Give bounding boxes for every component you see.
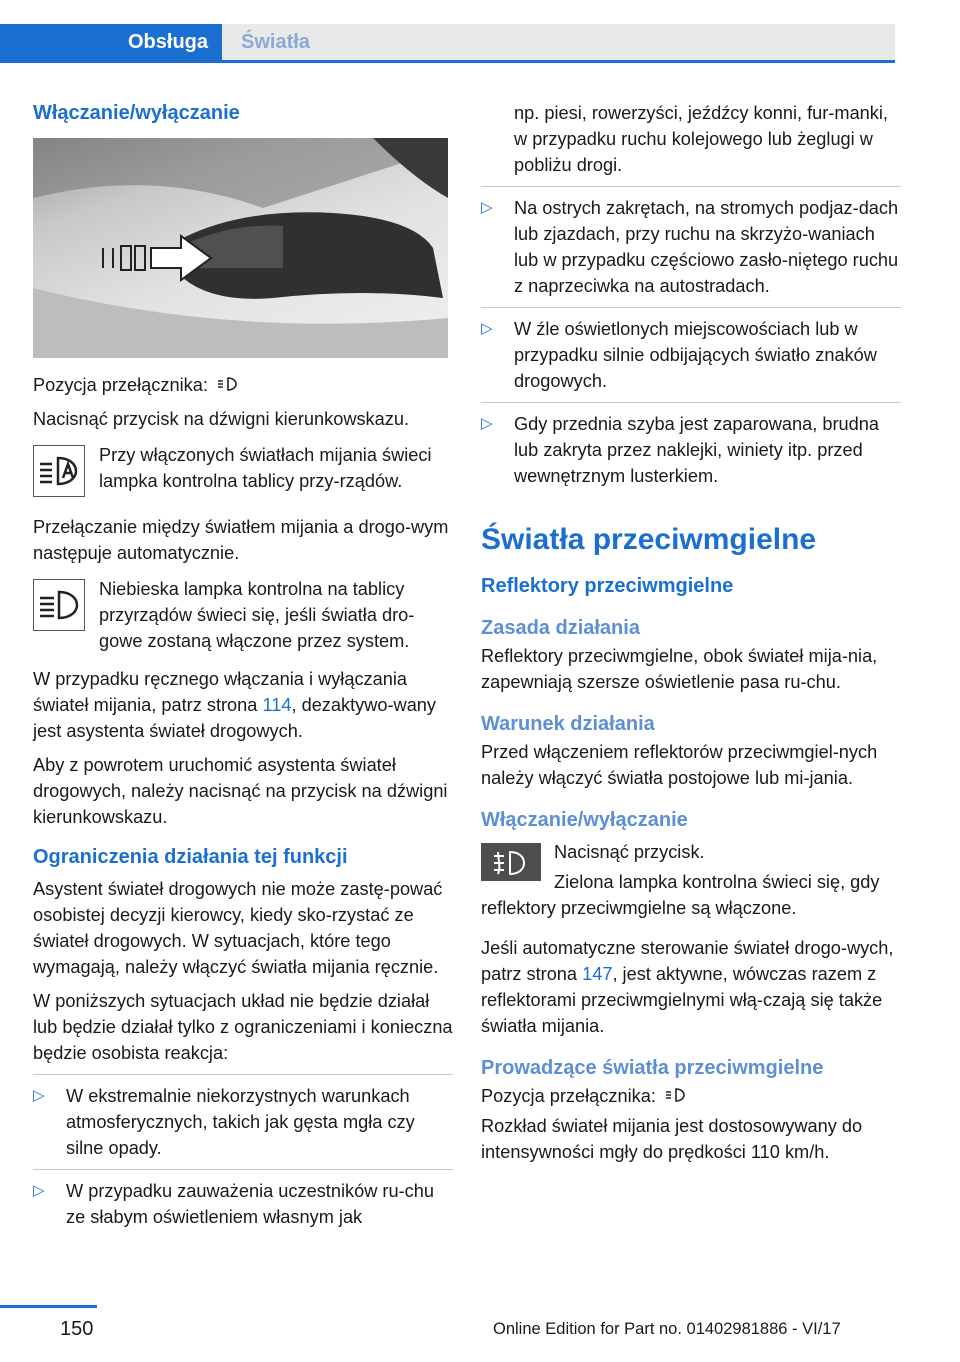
list-item [481, 186, 901, 307]
principle-heading: Zasada działania [481, 617, 640, 639]
right-column [481, 100, 901, 1173]
bullet-triangle-icon: ▷ [33, 1087, 45, 1104]
auto-text-b: , jest aktywne, wówczas razem z reflektorami przeciwmgielnymi włą-czają się także światła mijania. [481, 964, 883, 1036]
auto-text [481, 935, 901, 1039]
fog-onoff-heading: Włączanie/wyłączanie [481, 809, 688, 831]
section-title: Światła przeciwmgielne [481, 523, 817, 556]
restart-text: Aby z powrotem uruchomić asystenta świateł drogowych, należy nacisnąć na przycisk na dźwigni kierunkowskazu. [33, 755, 448, 827]
tab-swiatla[interactable] [222, 24, 895, 60]
lever-illustration [33, 138, 448, 358]
page-link-147[interactable]: 147 [582, 964, 613, 984]
auto-high-beam-indicator-icon [33, 445, 85, 497]
bullet-continuation: np. piesi, rowerzyści, jeźdźcy konni, fur-manki, w przypadku ruchu kolejowego lub żeglugi w pobliżu drogi. [514, 103, 888, 175]
guide-text: Rozkład świateł mijania jest dostosowywany do intensywności mgły do prędkości 110 km/h. [481, 1116, 863, 1162]
auto-high-beam-icon [664, 1086, 686, 1104]
condition-heading: Warunek działania [481, 713, 655, 735]
high-beam-indicator-icon [33, 579, 85, 631]
header-rule [0, 60, 895, 63]
edition-note: Online Edition for Part no. 01402981886 - VI/17 [493, 1320, 841, 1338]
bullet-triangle-icon: ▷ [33, 1182, 45, 1199]
low-beam-indicator-row [33, 442, 453, 502]
auto-text-a: Jeśli automatyczne sterowanie świateł drogo-wych, patrz strona [481, 938, 894, 984]
press-lever-text: Nacisnąć przycisk na dźwigni kierunkowskazu. [33, 409, 410, 429]
green-indicator-text: Zielona lampka kontrolna świeci się, gdy reflektory przeciwmgielne są włączone. [481, 872, 880, 918]
tab-obsluga-label: Obsługa [128, 31, 209, 53]
manual-text [33, 666, 453, 744]
bullet-triangle-icon: ▷ [481, 320, 493, 337]
low-beam-indicator-text: Przy włączonych światłach mijania świeci lampka kontrolna tablicy przy-rządów. [99, 445, 432, 491]
list-item-text: W ekstremalnie niekorzystnych warunkach atmosferycznych, takich jak gęsta mgła czy silne opady. [66, 1086, 415, 1158]
limits-text: Asystent świateł drogowych nie może zastę-pować osobistej decyzji kierowcy, kiedy sko-rzystać ze świateł drogowych. W sytuacjach, które tego wymagają, należy włączyć światła mijania ręcznie. [33, 879, 443, 977]
footer-rule [0, 1305, 97, 1308]
page-link-114[interactable]: 114 [262, 695, 292, 715]
list-item-text: W przypadku zauważenia uczestników ru-chu ze słabym oświetleniem własnym jak [66, 1181, 434, 1227]
list-item [33, 1169, 453, 1238]
guide-switch-text: Pozycja przełącznika: [481, 1086, 656, 1106]
fog-button-row [481, 839, 901, 899]
switch-position [33, 372, 453, 398]
guide-switch [481, 1083, 901, 1109]
lever-photo [33, 138, 448, 358]
fog-lights-heading: Reflektory przeciwmgielne [481, 575, 734, 597]
tab-swiatla-label: Światła [241, 31, 310, 53]
manual-text-b: , dezaktywo-wany jest asystenta świateł drogowych. [33, 695, 437, 741]
tab-obsluga[interactable] [0, 24, 222, 60]
fog-light-button-icon[interactable] [481, 843, 541, 881]
page-header [0, 24, 895, 64]
page-number: 150 [60, 1318, 94, 1340]
bullet-triangle-icon: ▷ [481, 199, 493, 216]
high-beam-indicator-row [33, 576, 453, 654]
list-item [481, 307, 901, 402]
press-button-text: Nacisnąć przycisk. [554, 842, 705, 862]
list-item-text: Gdy przednia szyba jest zaparowana, brudna lub zakryta przez naklejki, winiety itp. przed wewnętrznym lusterkiem. [514, 414, 879, 486]
guide-heading: Prowadzące światła przeciwmgielne [481, 1057, 824, 1079]
list-item-text: Na ostrych zakrętach, na stromych podjaz-dach lub zjazdach, przy ruchu na skrzyżo-waniach lub w przypadku częściowo zasło-niętego ruchu z naprzeciwka na autostradach. [514, 198, 899, 296]
manual-text-a: W przypadku ręcznego włączania i wyłączania świateł mijania, patrz strona [33, 669, 408, 715]
situations-intro: W poniższych sytuacjach układ nie będzie działał lub będzie działał tylko z ograniczeniami i konieczna będzie osobista reakcja: [33, 991, 453, 1063]
bullet-triangle-icon: ▷ [481, 415, 493, 432]
switch-position-text: Pozycja przełącznika: [33, 375, 208, 395]
auto-switch-text: Przełączanie między światłem mijania a drogo-wym następuje automatycznie. [33, 517, 449, 563]
auto-high-beam-icon [216, 375, 238, 393]
left-column [33, 100, 453, 1238]
principle-text: Reflektory przeciwmgielne, obok świateł mija-nia, zapewniają szersze oświetlenie pasa ru-chu. [481, 646, 878, 692]
condition-text: Przed włączeniem reflektorów przeciwmgiel-nych należy włączyć światła postojowe lub mi-jania. [481, 742, 878, 788]
list-item-text: W źle oświetlonych miejscowościach lub w przypadku silnie odbijających światło znaków drogowych. [514, 319, 877, 391]
onoff-heading: Włączanie/wyłączanie [33, 102, 240, 124]
high-beam-indicator-text: Niebieska lampka kontrolna na tablicy przyrządów świeci się, jeśli światła dro-gowe zostaną włączone przez system. [99, 579, 415, 651]
limits-heading: Ograniczenia działania tej funkcji [33, 846, 348, 868]
list-item [33, 1074, 453, 1169]
list-item [481, 402, 901, 497]
